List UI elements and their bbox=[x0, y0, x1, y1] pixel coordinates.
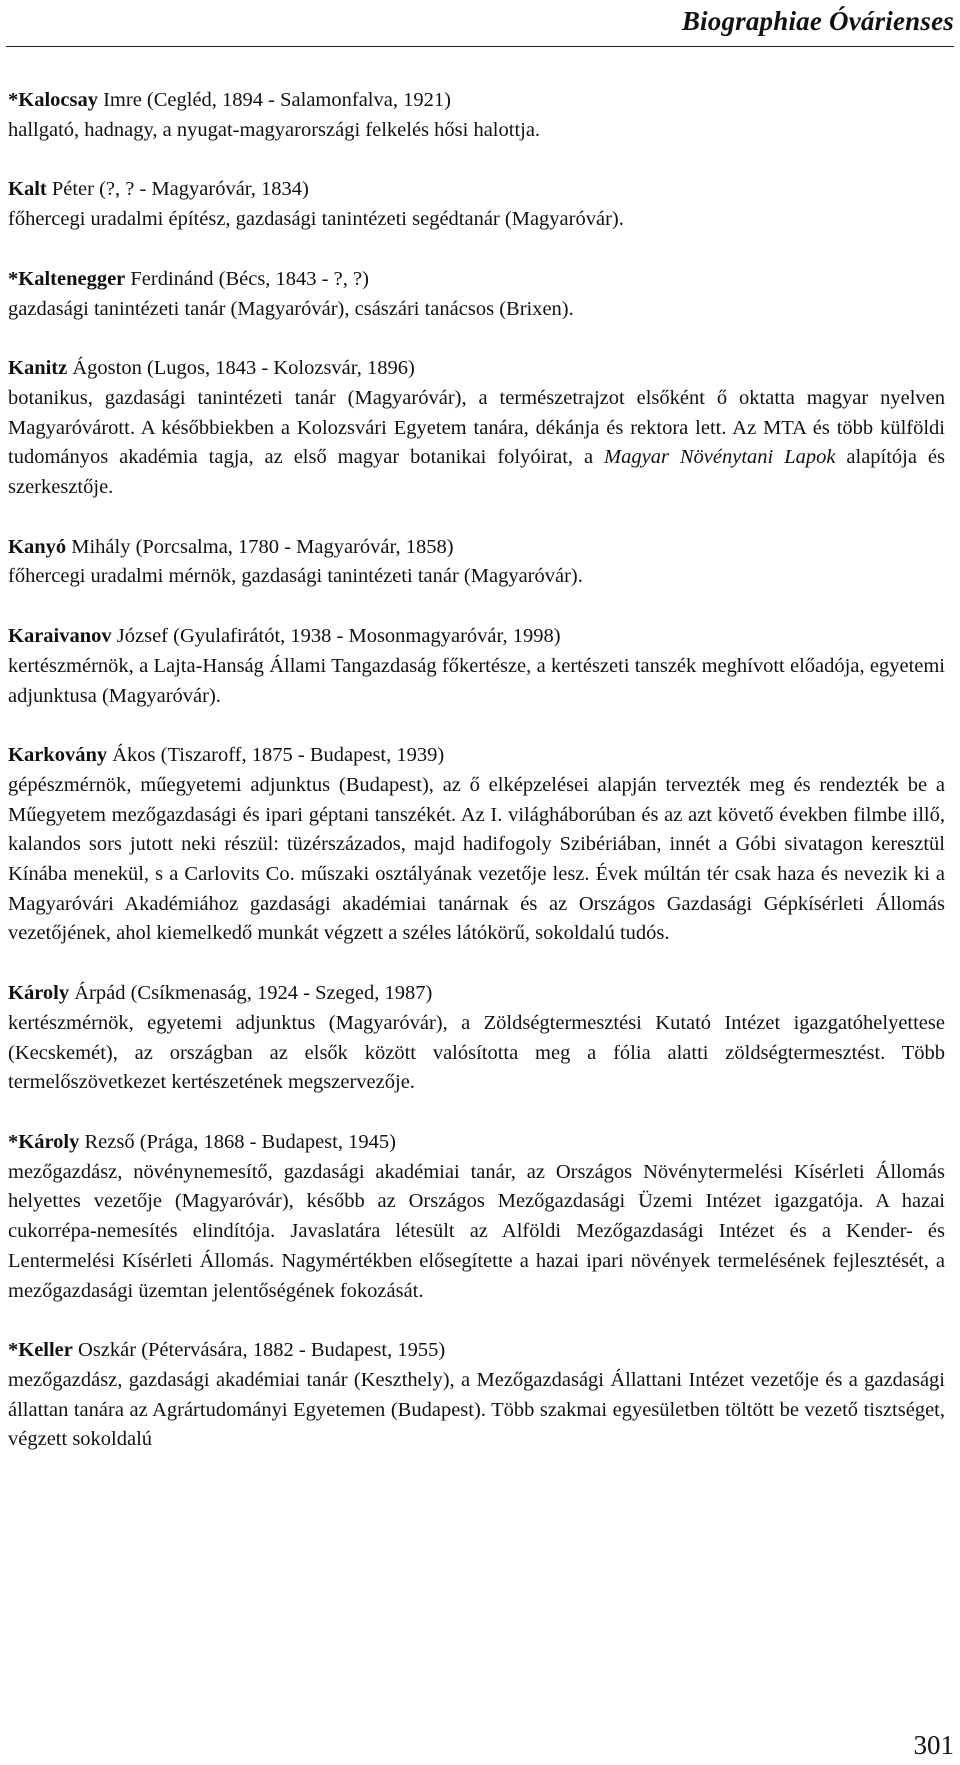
entry-life: Árpád (Csíkmenaság, 1924 - Szeged, 1987) bbox=[69, 982, 433, 1005]
entry-head bbox=[8, 1128, 945, 1158]
entry-head bbox=[8, 622, 945, 652]
entry-life: Ákos (Tiszaroff, 1875 - Budapest, 1939) bbox=[107, 744, 445, 767]
entry-body-text: botanikus, gazdasági tanintézeti tanár (Magyaróvár), a természetrajzot elsőként ő oktatta magyar nyelven Magyaróvárott. A későbbiekben a Kolozsvári Egyetem tanára, dékánja és rektora lett. Az MTA és több külföldi tudományos akadémia tagja, az első magyar botanikai folyóirat, a bbox=[8, 386, 945, 469]
page-number: 301 bbox=[913, 1730, 954, 1760]
entry-body: kertészmérnök, egyetemi adjunktus (Magyaróvár), a Zöldségtermesztési Kutató Intézet igazgatóhelyettese (Kecskemét), az országban az elsők között valósította meg a fólia alatti zöldségtermesztést. Több termelőszövetkezet kertészetének megszervezője. bbox=[8, 1011, 945, 1094]
entry bbox=[8, 175, 945, 234]
entry bbox=[8, 354, 945, 503]
entry-name: Kanitz bbox=[8, 357, 68, 380]
entry-body: gépészmérnök, műegyetemi adjunktus (Budapest), az ő elképzelései alapján tervezték meg és rendezték be a Műegyetem mezőgazdasági és ipari géptani tanszékét. Az I. világháborúban és az azt követő években filmbe illő, kalandos sors jutott neki részül: tüzérszázados, majd hadifogoly Szibériában, innét a Góbi sivatagon keresztül Kínába menekül, s a Carlovits Co. műszaki osztályának vezetője lesz. Évek múltán tér csak haza és nevezik ki a Magyaróvári Akadémiához gazdasági akadémiai tanárnak és az Országos Gazdasági Gépkísérleti Állomás vezetőjének, ahol kiemelkedő munkát végzett a széles látókörű, sokoldalú tudós. bbox=[8, 773, 945, 945]
running-head: Biographiae Óvárienses bbox=[681, 6, 954, 36]
entry-name: Karaivanov bbox=[8, 625, 112, 648]
entry-body bbox=[8, 384, 945, 503]
entry-body: mezőgazdász, gazdasági akadémiai tanár (Keszthely), a Mezőgazdasági Állattani Intézet vezetője és a gazdasági állattan tanára az Agrártudományi Egyetemen (Budapest). Több szakmai egyesületben töltött be vezető tisztséget, végzett sokoldalú bbox=[8, 1368, 945, 1451]
entry-head bbox=[8, 533, 945, 563]
entry-name: *Károly bbox=[8, 1130, 80, 1153]
entry-body-text: alapítója és szerkesztője. bbox=[8, 446, 946, 499]
entry-body: gazdasági tanintézeti tanár (Magyaróvár), császári tanácsos (Brixen). bbox=[8, 297, 574, 320]
entry bbox=[8, 1336, 945, 1455]
entry bbox=[8, 979, 945, 1098]
entry-life: József (Gyulafirátót, 1938 - Mosonmagyaróvár, 1998) bbox=[111, 625, 561, 648]
header-rule bbox=[6, 46, 954, 47]
entry bbox=[8, 1128, 945, 1306]
entry-name: *Kalocsay bbox=[8, 89, 98, 111]
entry-head bbox=[8, 1336, 945, 1366]
entries bbox=[8, 86, 945, 1485]
entry-name: Kanyó bbox=[8, 535, 67, 558]
entry bbox=[8, 622, 945, 711]
entry-life: Rezső (Prága, 1868 - Budapest, 1945) bbox=[79, 1130, 396, 1153]
entry-head bbox=[8, 175, 945, 205]
entry bbox=[8, 86, 945, 145]
entry-life: Oszkár (Pétervására, 1882 - Budapest, 1955) bbox=[72, 1339, 446, 1362]
entry-life: Mihály (Porcsalma, 1780 - Magyaróvár, 1858) bbox=[66, 535, 454, 558]
entry-head bbox=[8, 979, 945, 1009]
entry-life: Imre (Cegléd, 1894 - Salamonfalva, 1921) bbox=[97, 89, 451, 111]
entry-name: *Keller bbox=[8, 1339, 73, 1362]
entry-name: Karkovány bbox=[8, 744, 108, 767]
entry-body: főhercegi uradalmi építész, gazdasági tanintézeti segédtanár (Magyaróvár). bbox=[8, 208, 624, 231]
entry-name: *Kaltenegger bbox=[8, 267, 126, 290]
entry-life: Péter (?, ? - Magyaróvár, 1834) bbox=[46, 178, 309, 201]
journal-title: Magyar Növénytani Lapok bbox=[604, 446, 836, 469]
entry bbox=[8, 741, 945, 949]
entry-body: hallgató, hadnagy, a nyugat-magyarországi felkelés hősi halottja. bbox=[8, 118, 541, 141]
entry-body: kertészmérnök, a Lajta-Hanság Állami Tangazdaság főkertésze, a kertészeti tanszék meghívott előadója, egyetemi adjunktusa (Magyaróvár). bbox=[8, 654, 945, 707]
entry bbox=[8, 533, 945, 592]
entry-life: Ferdinánd (Bécs, 1843 - ?, ?) bbox=[125, 267, 369, 290]
entry-head bbox=[8, 354, 945, 384]
entry-body: főhercegi uradalmi mérnök, gazdasági tanintézeti tanár (Magyaróvár). bbox=[8, 565, 583, 588]
entry-head bbox=[8, 86, 945, 116]
entry-name: Károly bbox=[8, 982, 70, 1005]
entry bbox=[8, 265, 945, 324]
entry-body: mezőgazdász, növénynemesítő, gazdasági akadémiai tanár, az Országos Növénytermelési Kísérleti Állomás helyettes vezetője (Magyaróvár), később az Országos Mezőgazdasági Üzemi Intézet igazgatója. A hazai cukorrépa-nemesítés elindítója. Javaslatára létesült az Alföldi Mezőgazdasági Intézet és a Kender- és Lentermelési Kísérleti Állomás. Nagymértékben elősegítette a hazai ipari növények termelésének fejlesztését, a mezőgazdasági üzemtan jelentőségének fokozását. bbox=[8, 1160, 945, 1302]
entry-life: Ágoston (Lugos, 1843 - Kolozsvár, 1896) bbox=[67, 357, 415, 380]
entry-name: Kalt bbox=[8, 178, 47, 201]
entry-head bbox=[8, 265, 945, 295]
entry-head bbox=[8, 741, 945, 771]
